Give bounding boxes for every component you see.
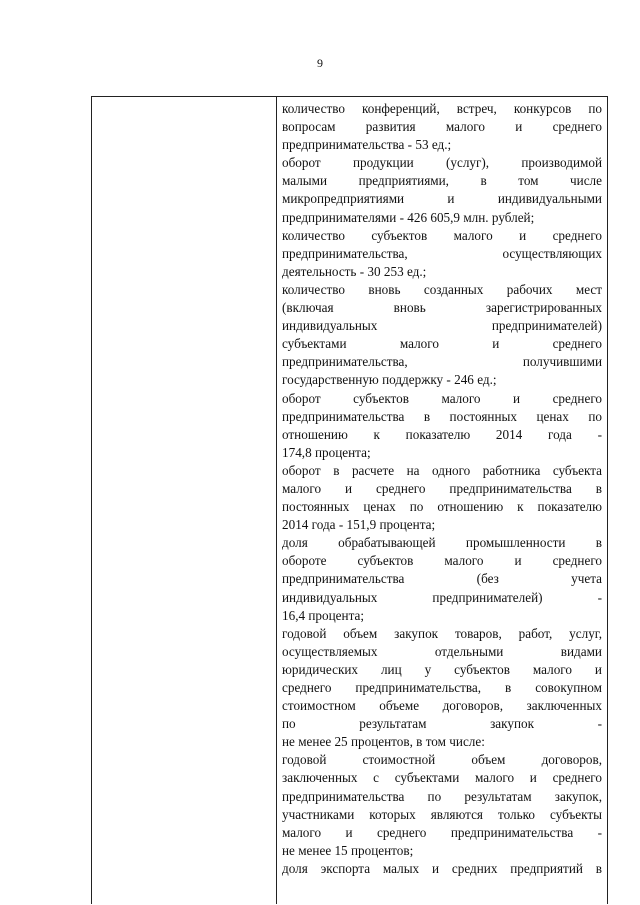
text-line: индивидуальных предпринимателей) xyxy=(282,318,602,334)
text-line: 16,4 процента; xyxy=(282,607,365,623)
text-line: 174,8 процента; xyxy=(282,444,371,460)
text-line: предпринимательства по результатам закупок, xyxy=(282,788,602,804)
text-line: микропредприятиями и индивидуальными xyxy=(282,191,602,207)
text-line: предпринимательства в постоянных ценах по xyxy=(282,408,602,424)
text-line: предпринимательства (без учета xyxy=(282,571,602,587)
text-line: количество вновь созданных рабочих мест xyxy=(282,281,602,297)
text-line: предпринимательства - 53 ед.; xyxy=(282,137,452,153)
page-number: 9 xyxy=(317,56,323,70)
text-line: государственную поддержку - 246 ед.; xyxy=(282,372,497,388)
text-line: малыми предприятиями, в том числе xyxy=(282,173,602,189)
text-line: годовой стоимостной объем договоров, xyxy=(282,752,602,768)
text-line: стоимостном объеме договоров, заключенных xyxy=(282,698,602,714)
text-line: индивидуальных предпринимателей) - xyxy=(282,589,602,605)
text-line: деятельность - 30 253 ед.; xyxy=(282,263,427,279)
text-line: оборот субъектов малого и среднего xyxy=(282,390,602,406)
text-line: количество субъектов малого и среднего xyxy=(282,227,602,243)
text-line: участниками которых являются только субъекты xyxy=(282,806,602,822)
text-line: субъектами малого и среднего xyxy=(282,336,602,352)
text-line: (включая вновь зарегистрированных xyxy=(282,300,602,316)
text-line: по результатам закупок - xyxy=(282,716,602,732)
text-line: годовой объем закупок товаров, работ, услуг, xyxy=(282,625,602,641)
text-line: доля обрабатывающей промышленности в xyxy=(282,535,602,551)
text-line: предпринимательства, осуществляющих xyxy=(282,245,602,261)
text-line: предпринимателями - 426 605,9 млн. рублей; xyxy=(282,209,535,225)
left-cell-empty xyxy=(92,97,276,904)
text-line: не менее 25 процентов, в том числе: xyxy=(282,734,485,750)
text-line: юридических лиц у субъектов малого и xyxy=(282,661,602,677)
text-line: заключенных с субъектами малого и среднего xyxy=(282,770,602,786)
text-line: вопросам развития малого и среднего xyxy=(282,119,602,135)
text-line: среднего предпринимательства, в совокупном xyxy=(282,680,602,695)
text-line: оборот продукции (услуг), производимой xyxy=(282,155,602,171)
text-line: постоянных ценах по отношению к показателю xyxy=(282,499,602,515)
text-line: малого и среднего предпринимательства - xyxy=(282,824,602,840)
text-line: отношению к показателю 2014 года - xyxy=(282,426,602,442)
text-line: не менее 15 процентов; xyxy=(282,842,414,858)
text-line: обороте субъектов малого и среднего xyxy=(282,553,602,569)
indicators-cell xyxy=(277,97,607,878)
text-line: количество конференций, встреч, конкурсов по xyxy=(282,101,602,116)
text-line: 2014 года - 151,9 процента; xyxy=(282,517,436,533)
text-line: малого и среднего предпринимательства в xyxy=(282,480,602,496)
text-line: доля экспорта малых и средних предприятий в xyxy=(282,860,602,876)
text-line: оборот в расчете на одного работника субъекта xyxy=(282,462,602,478)
text-line: предпринимательства, получившими xyxy=(282,354,602,370)
document-table xyxy=(91,96,608,904)
text-line: осуществляемых отдельными видами xyxy=(282,643,602,659)
